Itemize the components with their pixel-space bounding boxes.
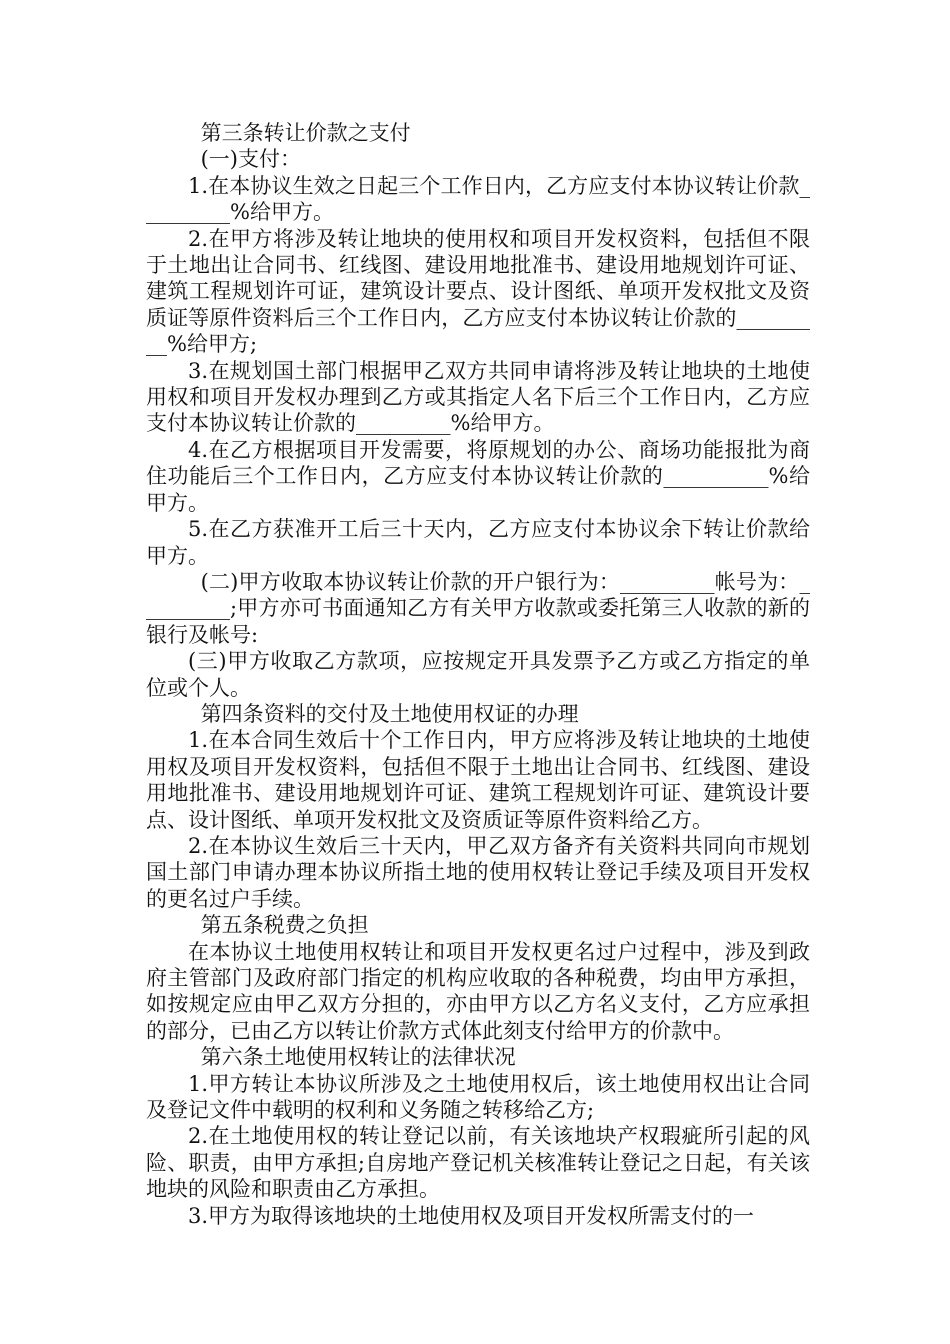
clause-paragraph: 1.甲方转让本协议所涉及之土地使用权后，该土地使用权出让合同及登记文件中载明的权利和义务随之转移给乙方; (146, 1071, 810, 1123)
clause-paragraph: 3.甲方为取得该地块的土地使用权及项目开发权所需支付的一 (188, 1203, 755, 1228)
clause-paragraph: (三)甲方收取乙方款项，应按规定开具发票予乙方或乙方指定的单位或个人。 (146, 649, 810, 700)
clause-paragraph: (二)甲方收取本协议转让价款的开户银行为：_________帐号为：_________;甲方亦可书面通知乙方有关甲方收款或委托第三人收款的新的银行及帐号: (146, 569, 810, 647)
section-heading: 第六条土地使用权转让的法律状况 (200, 1045, 516, 1070)
section-heading: 第五条税费之负担 (200, 913, 369, 938)
subsection-heading: (一)支付： (200, 147, 301, 172)
clause-paragraph: 5.在乙方获准开工后三十天内，乙方应支付本协议余下转让价款给甲方。 (146, 517, 810, 568)
clause-paragraph: 4.在乙方根据项目开发需要，将原规划的办公、商场功能报批为商住功能后三个工作日内，乙方应支付本协议转让价款的__________%给甲方。 (146, 437, 810, 515)
clause-paragraph: 2.在甲方将涉及转让地块的使用权和项目开发权资料，包括但不限于土地出让合同书、红线图、建设用地批准书、建设用地规划许可证、建筑工程规划许可证，建筑设计要点、设计图纸、单项开发权批文及资质证等原件资料后三个工作日内，乙方应支付本协议转让价款的_________%给甲方; (146, 226, 810, 357)
clause-paragraph: 在本协议土地使用权转让和项目开发权更名过户过程中，涉及到政府主管部门及政府部门指定的机构应收取的各种税费，均由甲方承担，如按规定应由甲乙双方分担的，亦由甲方以乙方名义支付，乙方应承担的部分，已由乙方以转让价款方式体此刻支付给甲方的价款中。 (146, 939, 810, 1043)
document-page (146, 120, 810, 1229)
clause-paragraph: 2.在土地使用权的转让登记以前，有关该地块产权瑕疵所引起的风险、职责，由甲方承担;自房地产登记机关核准转让登记之日起，有关该地块的风险和职责由乙方承担。 (146, 1124, 810, 1202)
clause-paragraph: 3.在规划国土部门根据甲乙双方共同申请将涉及转让地块的土地使用权和项目开发权办理到乙方或其指定人名下后三个工作日内，乙方应支付本协议转让价款的_________%给甲方。 (146, 358, 810, 436)
clause-paragraph: 1.在本合同生效后十个工作日内，甲方应将涉及转让地块的土地使用权及项目开发权资料，包括但不限于土地出让合同书、红线图、建设用地批准书、建设用地规划许可证、建筑工程规划许可证、建筑设计要点、设计图纸、单项开发权批文及资质证等原件资料给乙方。 (146, 728, 810, 832)
section-heading: 第三条转让价款之支付 (200, 121, 411, 145)
section-heading: 第四条资料的交付及土地使用权证的办理 (200, 701, 579, 726)
clause-paragraph: 1.在本协议生效之日起三个工作日内，乙方应支付本协议转让价款_________%给甲方。 (146, 173, 810, 225)
clause-paragraph: 2.在本协议生效后三十天内，甲乙双方备齐有关资料共同向市规划国土部门申请办理本协议所指土地的使用权转让登记手续及项目开发权的更名过户手续。 (146, 833, 810, 911)
